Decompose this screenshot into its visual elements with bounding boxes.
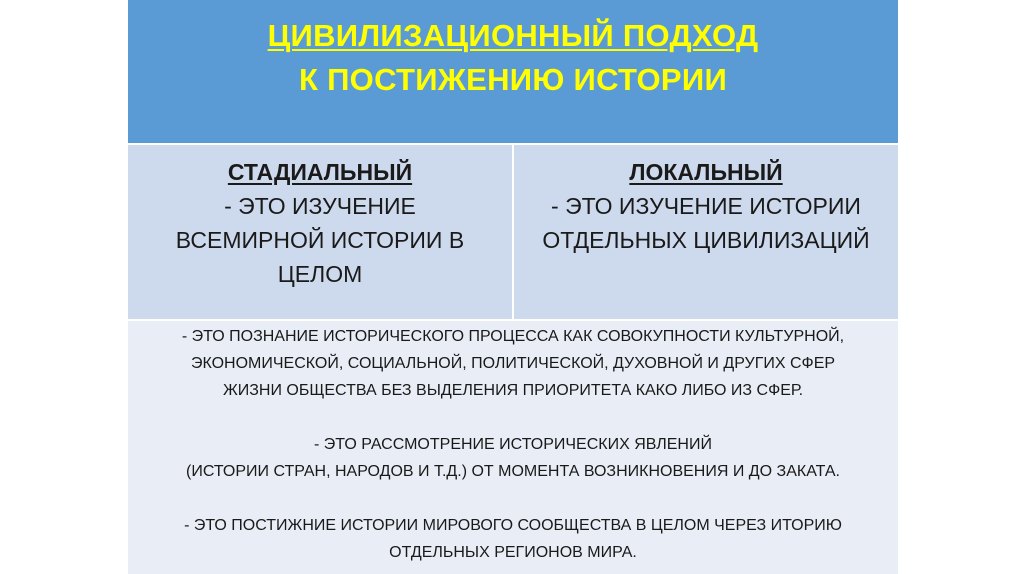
definition-1-line-2: ЭКОНОМИЧЕСКОЙ, СОЦИАЛЬНОЙ, ПОЛИТИЧЕСКОЙ, ДУХОВНОЙ И ДРУГИХ СФЕР [190, 355, 836, 372]
title-line-1: ЦИВИЛИЗАЦИОННЫЙ ПОДХОД [267, 18, 759, 53]
definitions-cell [128, 321, 898, 574]
stadial-term: СТАДИАЛЬНЫЙ [227, 159, 413, 185]
local-desc-line-1: - ЭТО ИЗУЧЕНИЕ ИСТОРИИ [551, 193, 861, 219]
approaches-row [128, 145, 898, 321]
stadial-cell [128, 145, 514, 319]
stadial-desc-line-2: ВСЕМИРНОЙ ИСТОРИИ В [175, 227, 465, 253]
local-term: ЛОКАЛЬНЫЙ [629, 159, 783, 185]
title-header [128, 0, 898, 145]
definition-3-line-2: ОТДЕЛЬНЫХ РЕГИОНОВ МИРА. [389, 544, 637, 561]
definition-2-line-1: - ЭТО РАССМОТРЕНИЕ ИСТОРИЧЕСКИХ ЯВЛЕНИЙ [314, 436, 712, 453]
local-desc-line-2: ОТДЕЛЬНЫХ ЦИВИЛИЗАЦИЙ [542, 227, 870, 253]
stadial-desc-line-3: ЦЕЛОМ [277, 261, 363, 287]
definition-1-line-3: ЖИЗНИ ОБЩЕСТВА БЕЗ ВЫДЕЛЕНИЯ ПРИОРИТЕТА КАКО ЛИБО ИЗ СФЕР. [222, 382, 804, 399]
local-cell [514, 145, 898, 319]
definition-1-line-1: - ЭТО ПОЗНАНИЕ ИСТОРИЧЕСКОГО ПРОЦЕССА КАК СОВОКУПНОСТИ КУЛЬТУРНОЙ, [181, 328, 845, 345]
stadial-desc-line-1: - ЭТО ИЗУЧЕНИЕ [224, 193, 416, 219]
content-table [128, 0, 898, 574]
definition-3-line-1: - ЭТО ПОСТИЖНИЕ ИСТОРИИ МИРОВОГО СООБЩЕСТВА В ЦЕЛОМ ЧЕРЕЗ ИТОРИЮ [184, 517, 842, 534]
definition-2-line-2: (ИСТОРИИ СТРАН, НАРОДОВ И Т.Д.) ОТ МОМЕНТА ВОЗНИКНОВЕНИЯ И ДО ЗАКАТА. [186, 463, 840, 480]
title-line-2: К ПОСТИЖЕНИЮ ИСТОРИИ [298, 62, 728, 97]
